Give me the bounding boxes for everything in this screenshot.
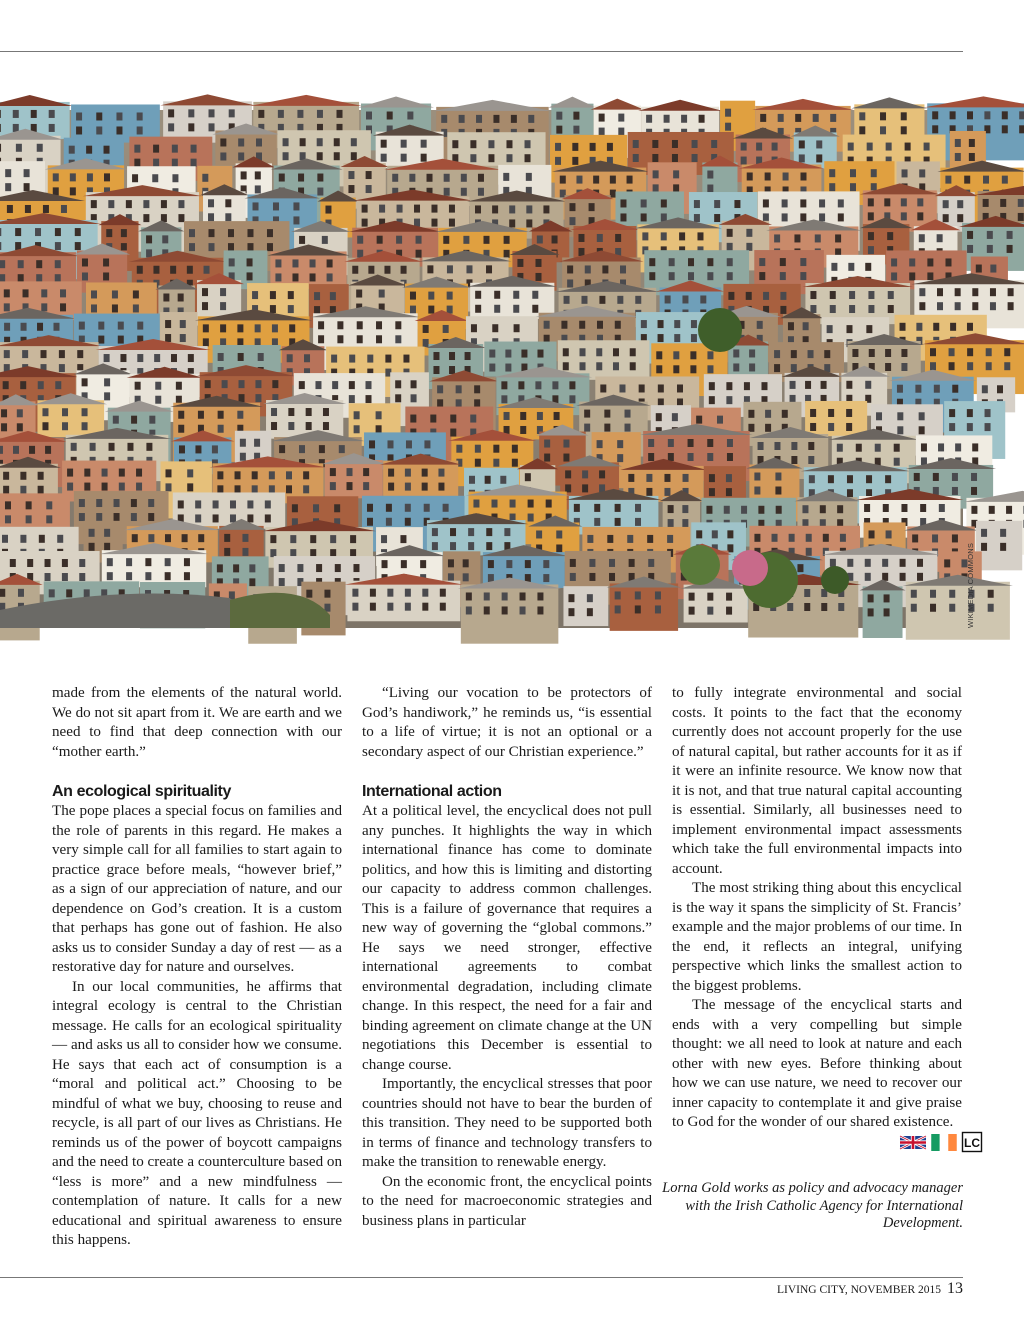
- photo-credit: WIKIMEDIA COMMONS: [966, 542, 975, 628]
- paragraph: to fully integrate environmental and social costs. It points to the fact that the economy currently does not account properly for the use of natural capital, but rather accounts for it as if it were an infinite resource. We know now that it is not, and that true natural capital accounting is essential. Similarly, all businesses need to implement environmental impact assessments which take the full environmental impacts into account.: [672, 685, 962, 877]
- paragraph: made from the elements of the natural world. We do not sit apart from it. We are earth and we need to find that deep connection with our “mother earth.”: [52, 685, 342, 760]
- page-footer: [700, 1280, 963, 1298]
- paragraph: The message of the encyclical starts and ends with a very compelling but simple thought: we all need to look at nature and each other with new eyes. Before thinking about how we can use nature, we need to recover our inner capacity to contemplate it and give praise to God for the wonder of our shared existence. LC: [672, 997, 980, 1150]
- paragraph: On the economic front, the encyclical points to the need for macroeconomic strategies and business plans in particular: [362, 1173, 652, 1229]
- svg-text:LC: LC: [964, 1135, 980, 1150]
- paragraph: The pope places a special focus on families and the role of parents in this regard. He makes a very simple call for all families to start again to practice grace before meals, “however brief,” as a sign of our appreciation of nature, and our dependence on God’s creation. It is a custom that perhaps has gone out of fashion. He also asks us to consider Sunday a day of rest — as a restorative day for nature and ourselves.: [52, 803, 342, 975]
- paragraph: Importantly, the encyclical stresses that poor countries should not have to bear the burden of this transition. They need to be supported both in terms of finance and technology transfers to make the transition to renewable energy.: [362, 1076, 652, 1170]
- column-3: [672, 684, 980, 1152]
- column-1: [52, 684, 342, 1251]
- section-heading: International action: [362, 783, 502, 800]
- hillside-houses-photo: [0, 110, 963, 628]
- paragraph: The most striking thing about this encyclical is the way it spans the simplicity of St. Francis’ example and the major problems of our time. In the end, it reflects an integral, unifying perspective which links the smallest action to the biggest problems.: [672, 880, 962, 994]
- paragraph: “Living our vocation to be protectors of God’s handiwork,” he reminds us, “is essential to a life of virtue; it is not an optional or a secondary aspect of our Christian experience.”: [362, 685, 652, 760]
- section-heading: An ecological spirituality: [52, 783, 231, 800]
- bottom-rule: [0, 1277, 963, 1278]
- publication-line: LIVING CITY, NOVEMBER 2015: [777, 1284, 941, 1296]
- author-bio: Lorna Gold works as policy and advocacy manager with the Irish Catholic Agency for International Development.: [662, 1180, 963, 1231]
- top-rule: [0, 51, 963, 52]
- column-2: [362, 684, 652, 1231]
- ireland-flag-icon: [911, 1134, 937, 1151]
- page-number: 13: [947, 1280, 963, 1297]
- paragraph: In our local communities, he affirms that integral ecology is central to the Christian message. He calls for an ecological spirituality — and asks us all to consider how we consume. He says that each act of consumption is a “moral and political act.” Choosing to be mindful of what we buy, choosing to reuse and recycle, is all part of our lives as Christians. He reminds us of the power of boycott campaigns and the need to create a counterculture based on “less is more” and a new mindfulness — contemplation of nature. It calls for a new educational and spiritual awareness to ensure this happens.: [52, 978, 342, 1248]
- paragraph: At a political level, the encyclical does not pull any punches. It highlights the way in which international finance has come to dominate politics, and how this is limiting and distorting our capacity to address common challenges. This is a failure of governance that requires a new way of governing the “global commons.” He says we need stronger, effective international agreements to combat environmental degradation, including climate change. In this respect, the need for a fair and binding agreement on climate change at the UN negotiations this December is essential to change course.: [362, 803, 652, 1073]
- end-marks: [880, 1134, 980, 1152]
- uk-flag-icon: [880, 1134, 906, 1151]
- living-city-logo: [942, 1132, 980, 1152]
